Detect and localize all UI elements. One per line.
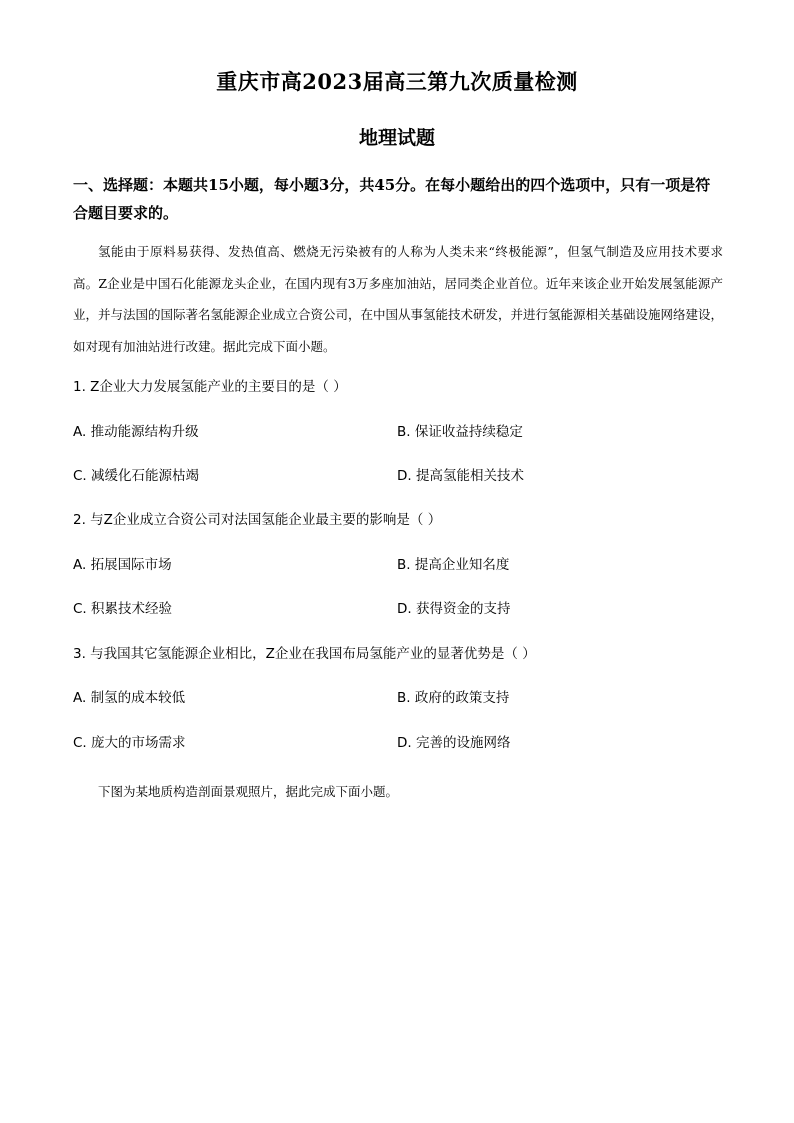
- reading-passage-1: 氢能由于原料易获得、发热值高、燃烧无污染被有的人称为人类未来“终极能源”，但氢气制造及应用技术要求高。Z企业是中国石化能源龙头企业，在国内现有3万多座加油站，居同类企业首位。近年来该企业开始发展氢能源产业，并与法国的国际著名氢能源企业成立合资公司，在中国从事氢能技术研发，并进行氢能源相关基础设施网络建设，如对现有加油站进行改建。据此完成下面小题。: [73, 244, 724, 354]
- question-1-stem: 1. Z企业大力发展氢能产业的主要目的是（ ）: [73, 379, 347, 395]
- question-2-option-a: A. 拓展国际市场: [73, 557, 172, 573]
- question-3-stem: 3. 与我国其它氢能源企业相比，Z企业在我国布局氢能产业的显著优势是（ ）: [73, 646, 536, 662]
- question-2-stem: 2. 与Z企业成立合资公司对法国氢能企业最主要的影响是（ ）: [73, 512, 442, 528]
- question-2-option-c: C. 积累技术经验: [73, 601, 173, 617]
- question-1-option-a: A. 推动能源结构升级: [73, 424, 199, 440]
- question-3-option-d: D. 完善的设施网络: [397, 735, 511, 751]
- question-2-option-d: D. 获得资金的支持: [397, 601, 511, 617]
- question-1-option-d: D. 提高氢能相关技术: [397, 468, 524, 484]
- exam-title: 重庆市高2023届高三第九次质量检测: [216, 69, 578, 94]
- section-heading: 一、选择题：本题共15小题，每小题3分，共45分。在每小题给出的四个选项中，只有一项是符合题目要求的。: [73, 176, 711, 222]
- question-2-option-b: B. 提高企业知名度: [397, 557, 510, 573]
- exam-subtitle: 地理试题: [358, 127, 435, 149]
- question-3-option-a: A. 制氢的成本较低: [73, 690, 186, 706]
- question-3-option-c: C. 庞大的市场需求: [73, 735, 186, 751]
- question-3-option-b: B. 政府的政策支持: [397, 690, 510, 706]
- question-1-option-b: B. 保证收益持续稳定: [397, 424, 523, 440]
- question-1-option-c: C. 减缓化石能源枯竭: [73, 468, 200, 484]
- reading-passage-2: 下图为某地质构造剖面景观照片，据此完成下面小题。: [98, 784, 399, 799]
